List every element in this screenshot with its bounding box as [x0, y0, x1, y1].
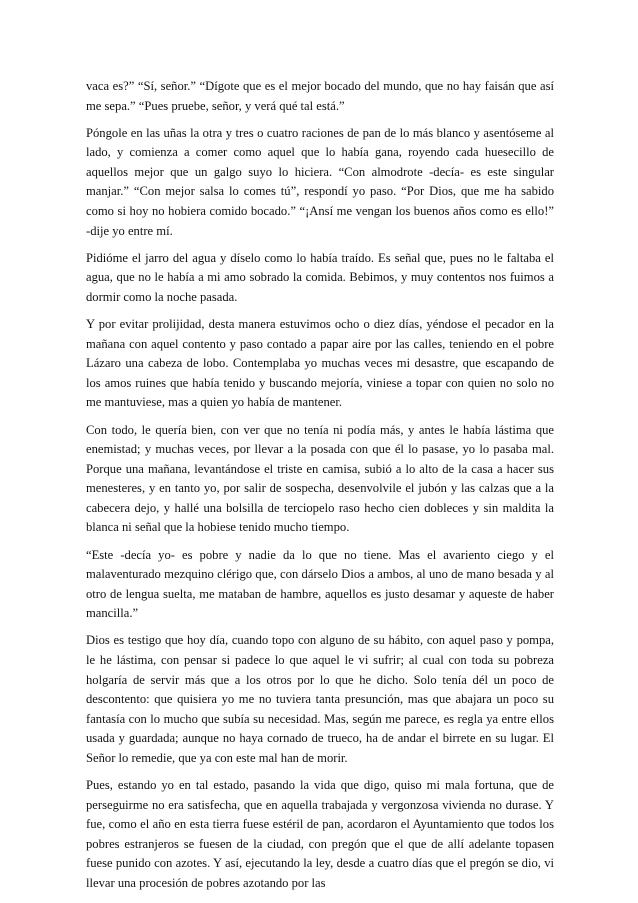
paragraph-8: Pues, estando yo en tal estado, pasando la vida que digo, quiso mi mala fortuna, que de perseguirme no era satisfecha, que en aquella trabajada y vergonzosa vivienda no durase. Y fue, como el año en esta tierra fuese estéril de pan, acordaron el Ayuntamiento que todos los pobres estranjeros se fuesen de la ciudad, con pregón que el que de allí adelante topasen fuese punido con azotes. Y así, ejecutando la ley, desde a cuatro días que el pregón se dio, vi llevar una procesión de pobres azotando por las: [86, 778, 554, 891]
paragraph-6: “Este -decía yo- es pobre y nadie da lo que no tiene. Mas el avariento ciego y el malaventurado mezquino clérigo que, con dárselo Dios a ambos, al uno de mano besada y al otro de lengua suelta, me mataban de hambre, aquellos es justo desamar y aqueste de haber mancilla.”: [86, 547, 554, 621]
paragraph-5: Con todo, le quería bien, con ver que no tenía ni podía más, y antes le había lástima que enemistad; y muchas veces, por llevar a la posada con que él lo pasase, yo lo pasaba mal. Porque una mañana, levantándose el triste en camisa, subió a lo alto de la casa a hacer sus menesteres, y en tanto yo, por salir de sospecha, desenvolvile el jubón y las calzas que a la cabecera dejo, y hallé una bolsilla de terciopelo raso hecho cien dobleces y sin maldita la blanca ni señal que la hobiese tenido mucho tiempo.: [86, 422, 554, 535]
paragraph-1: vaca es?” “Sí, señor.” “Dígote que es el mejor bocado del mundo, que no hay faisán que así me sepa.” “Pues pruebe, señor, y verá qué tal está.”: [86, 79, 554, 113]
paragraph-2: Póngole en las uñas la otra y tres o cuatro raciones de pan de lo más blanco y asentóseme al lado, y comienza a comer como aquel que lo había gana, royendo cada huesecillo de aquellos mejor que un galgo suyo lo hiciera. “Con almodrote -decía- es este singular manjar.” “Con mejor salsa lo comes tú”, respondí yo paso. “Por Dios, que me ha sabido como si hoy no hobiera comido bocado.” “¡Ansí me vengan los buenos años como es ello!” -dije yo entre mí.: [86, 125, 554, 238]
document-page: [86, 77, 554, 901]
paragraph-3: Pidióme el jarro del agua y díselo como lo había traído. Es señal que, pues no le faltaba el agua, que no le había a mi amo sobrado la comida. Bebimos, y muy contentos nos fuimos a dormir como la noche pasada.: [86, 250, 554, 304]
paragraph-4: Y por evitar prolijidad, desta manera estuvimos ocho o diez días, yéndose el pecador en la mañana con aquel contento y paso contado a papar aire por las calles, teniendo en el pobre Lázaro una cabeza de lobo. Contemplaba yo muchas veces mi desastre, que escapando de los amos ruines que había tenido y buscando mejoría, viniese a topar con quien no solo no me mantuviese, mas a quien yo había de mantener.: [86, 317, 554, 410]
paragraph-7: Dios es testigo que hoy día, cuando topo con alguno de su hábito, con aquel paso y pompa, le he lástima, con pensar si padece lo que aquel le vi sufrir; al cual con toda su pobreza holgaría de servir más que a los otros por lo que he dicho. Solo tenía dél un poco de descontento: que quisiera yo me no tuviera tanta presunción, mas que abajara un poco su fantasía con lo mucho que subía su necesidad. Mas, según me parece, es regla ya entre ellos usada y guardada; aunque no haya cornado de trueco, ha de andar el birrete en su lugar. El Señor lo remedie, que ya con este mal han de morir.: [86, 633, 554, 765]
